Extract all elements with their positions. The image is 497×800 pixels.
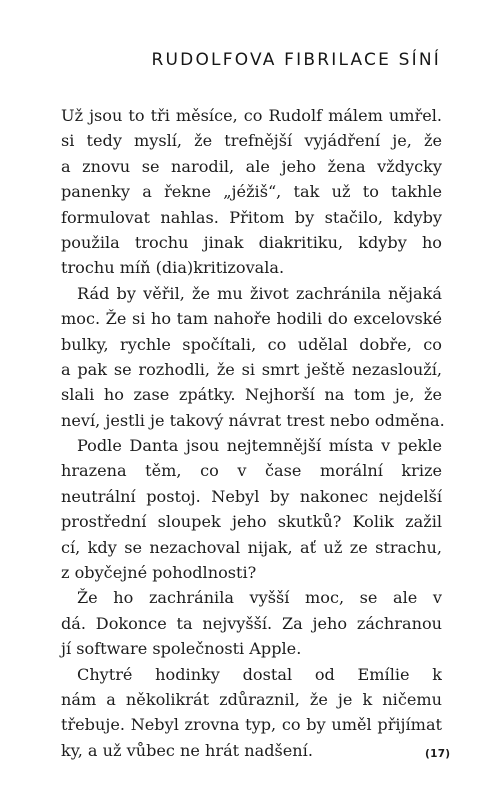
text-line: si tedy myslí, že trefnější vyjádření je, že xyxy=(61,131,442,151)
text-line: bulky, rychle spočítali, co udělal dobře, co xyxy=(61,334,442,354)
text-line: trochu míň (dia)kritizovala. xyxy=(61,258,285,278)
text-line: cí, kdy se nezachoval nijak, ať už ze strachu, xyxy=(61,537,442,557)
paragraph xyxy=(61,103,442,281)
text-line: použila trochu jinak diakritiku, kdyby ho xyxy=(61,232,442,252)
text-line: formulovat nahlas. Přitom by stačilo, kdyby xyxy=(61,207,442,227)
text-line: neví, jestli je takový návrat trest nebo odměna. xyxy=(61,410,445,430)
text-line: Chytré hodinky dostal od Emílie k xyxy=(77,664,442,684)
text-line: Podle Danta jsou nejtemnější místa v pekle xyxy=(77,436,442,456)
text-line: jí software společnosti Apple. xyxy=(61,639,302,659)
text-line: nám a několikrát zdůraznil, že je k ničemu xyxy=(61,689,442,709)
text-line: Rád by věřil, že mu život zachránila nějaká xyxy=(77,283,442,303)
text-line: z obyčejné pohodlnosti? xyxy=(61,563,257,583)
text-line: hrazena těm, co v čase morální krize xyxy=(61,461,442,481)
text-line: třebuje. Nebyl zrovna typ, co by uměl přijímat xyxy=(61,715,442,735)
text-line: Už jsou to tři měsíce, co Rudolf málem umřel. xyxy=(61,106,442,125)
text-line: Že ho zachránila vyšší moc, se ale v xyxy=(77,588,442,608)
text-line: slali ho zase zpátky. Nejhorší na tom je, že xyxy=(61,385,442,405)
text-line: a pak se rozhodli, že si smrt ještě nezaslouží, xyxy=(61,359,442,379)
text-line: prostřední sloupek jeho skutků? Kolik zažil xyxy=(61,512,442,532)
text-line: a znovu se narodil, ale jeho žena vždycky xyxy=(61,156,442,176)
text-line: panenky a řekne „jéžiš“, tak už to takhle xyxy=(61,182,442,202)
text-line: neutrální postoj. Nebyl by nakonec nejdelší xyxy=(61,486,442,506)
chapter-title: RUDOLFOVA FIBRILACE SÍNÍ xyxy=(151,50,441,70)
text-line: dá. Dokonce ta nejvyšší. Za jeho záchranou xyxy=(61,613,442,633)
paragraph xyxy=(61,585,442,661)
text-line: moc. Že si ho tam nahoře hodili do excelovské xyxy=(61,309,442,329)
paragraph xyxy=(61,281,445,433)
text-line: ky, a už vůbec ne hrát nadšení. xyxy=(61,740,313,760)
page-number: (17) xyxy=(425,748,451,760)
body-text xyxy=(61,103,445,763)
paragraph xyxy=(61,662,442,764)
paragraph xyxy=(61,433,442,585)
